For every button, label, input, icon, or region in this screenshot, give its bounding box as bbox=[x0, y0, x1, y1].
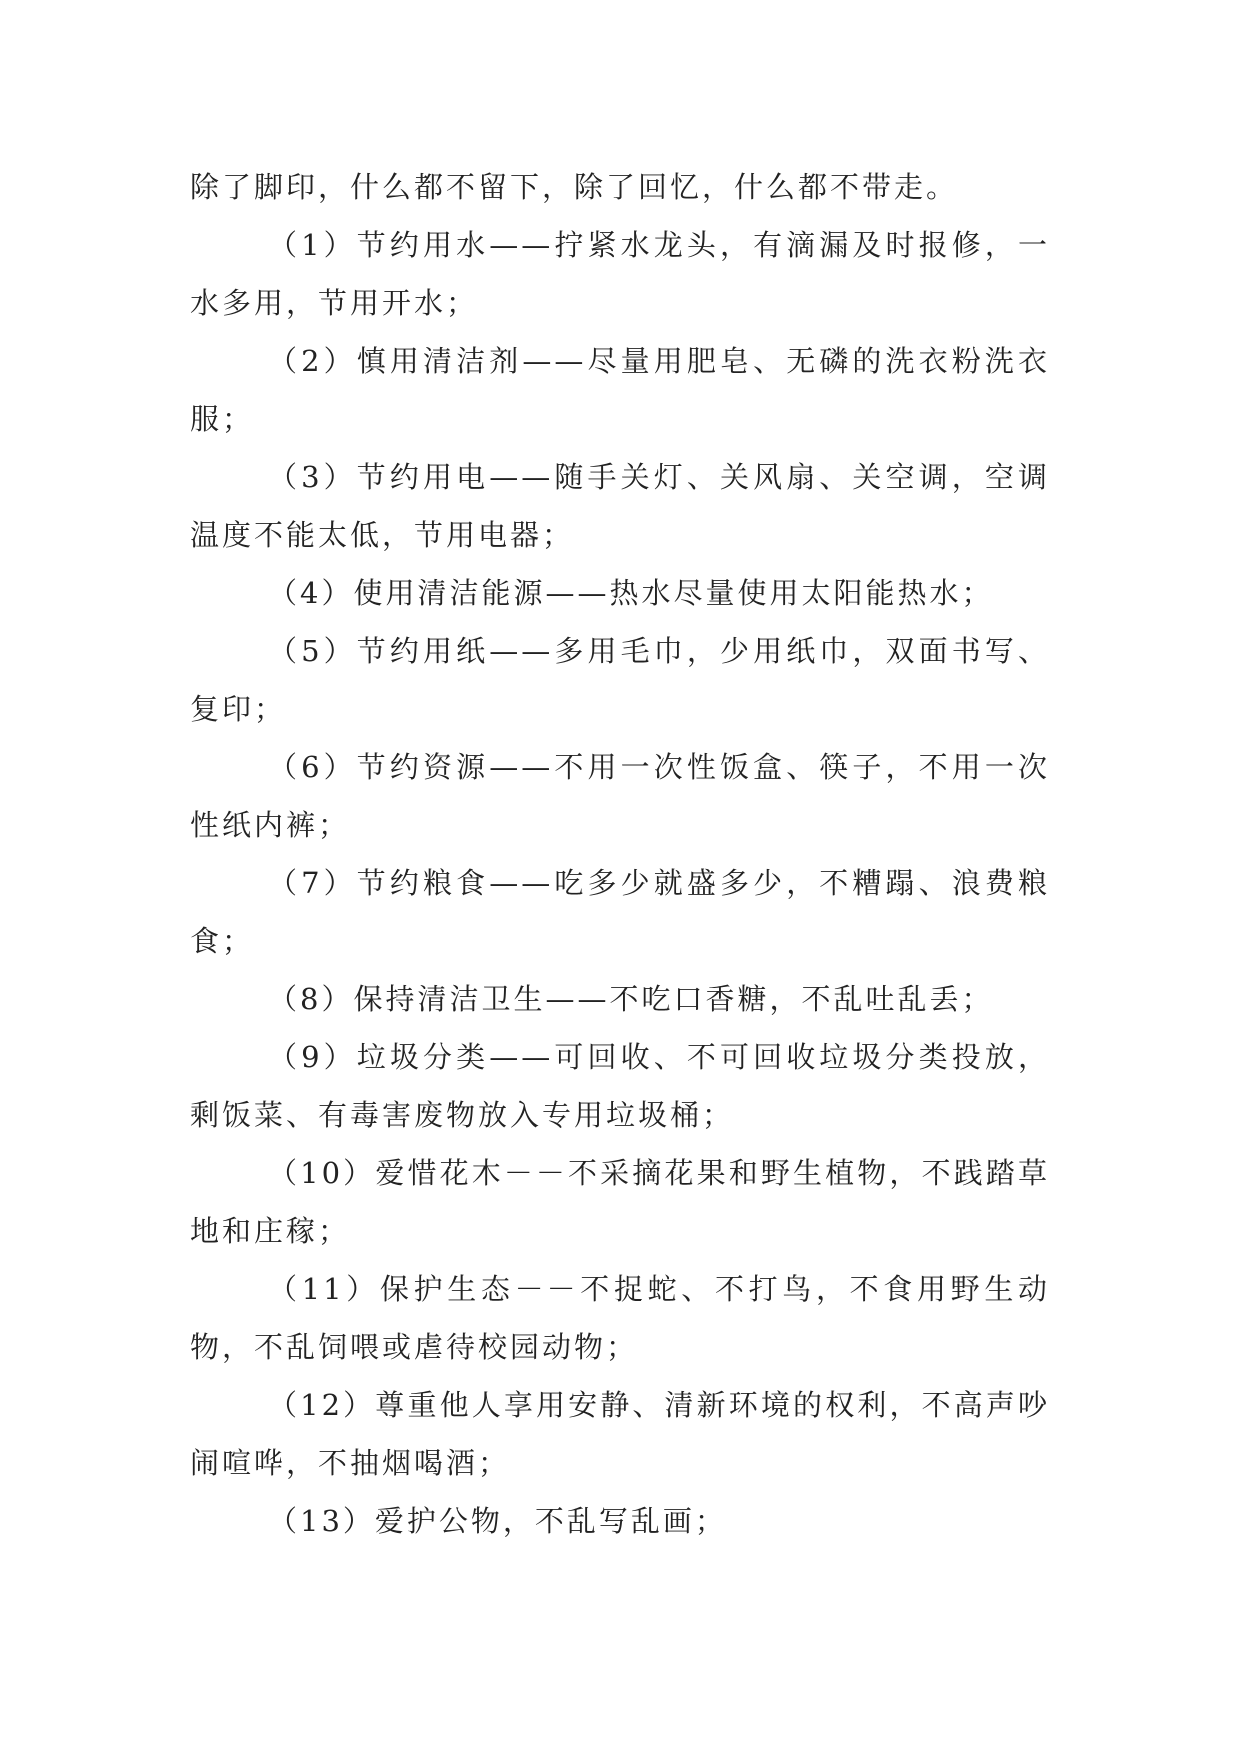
rule-item-2: （2）慎用清洁剂——尽量用肥皂、无磷的洗衣粉洗衣服； bbox=[190, 344, 1050, 436]
rule-item-1: （1）节约用水——拧紧水龙头，有滴漏及时报修，一水多用，节用开水； bbox=[190, 228, 1050, 320]
rule-item-9: （9）垃圾分类——可回收、不可回收垃圾分类投放，剩饭菜、有毒害废物放入专用垃圾桶； bbox=[190, 1040, 1050, 1132]
rule-item-8: （8）保持清洁卫生——不吃口香糖，不乱吐乱丢； bbox=[268, 982, 994, 1016]
rule-item-13: （13）爱护公物，不乱写乱画； bbox=[268, 1504, 727, 1538]
rule-item-12: （12）尊重他人享用安静、清新环境的权利，不高声吵闹喧哗，不抽烟喝酒； bbox=[190, 1388, 1050, 1480]
rule-item-5: （5）节约用纸——多用毛巾，少用纸巾，双面书写、复印； bbox=[190, 634, 1050, 726]
rule-item-10: （10）爱惜花木－－不采摘花果和野生植物，不践踏草地和庄稼； bbox=[190, 1156, 1050, 1248]
rule-item-6: （6）节约资源——不用一次性饭盒、筷子，不用一次性纸内裤； bbox=[190, 750, 1050, 842]
rule-item-11: （11）保护生态－－不捉蛇、不打鸟，不食用野生动物，不乱饲喂或虐待校园动物； bbox=[190, 1272, 1050, 1364]
rule-item-3: （3）节约用电——随手关灯、关风扇、关空调，空调温度不能太低，节用电器； bbox=[190, 460, 1050, 552]
intro-paragraph: 除了脚印，什么都不留下，除了回忆，什么都不带走。 bbox=[190, 170, 959, 204]
rule-item-7: （7）节约粮食——吃多少就盛多少，不糟蹋、浪费粮食； bbox=[190, 866, 1050, 958]
body-text bbox=[190, 158, 1050, 1550]
rule-item-4: （4）使用清洁能源——热水尽量使用太阳能热水； bbox=[268, 576, 994, 610]
